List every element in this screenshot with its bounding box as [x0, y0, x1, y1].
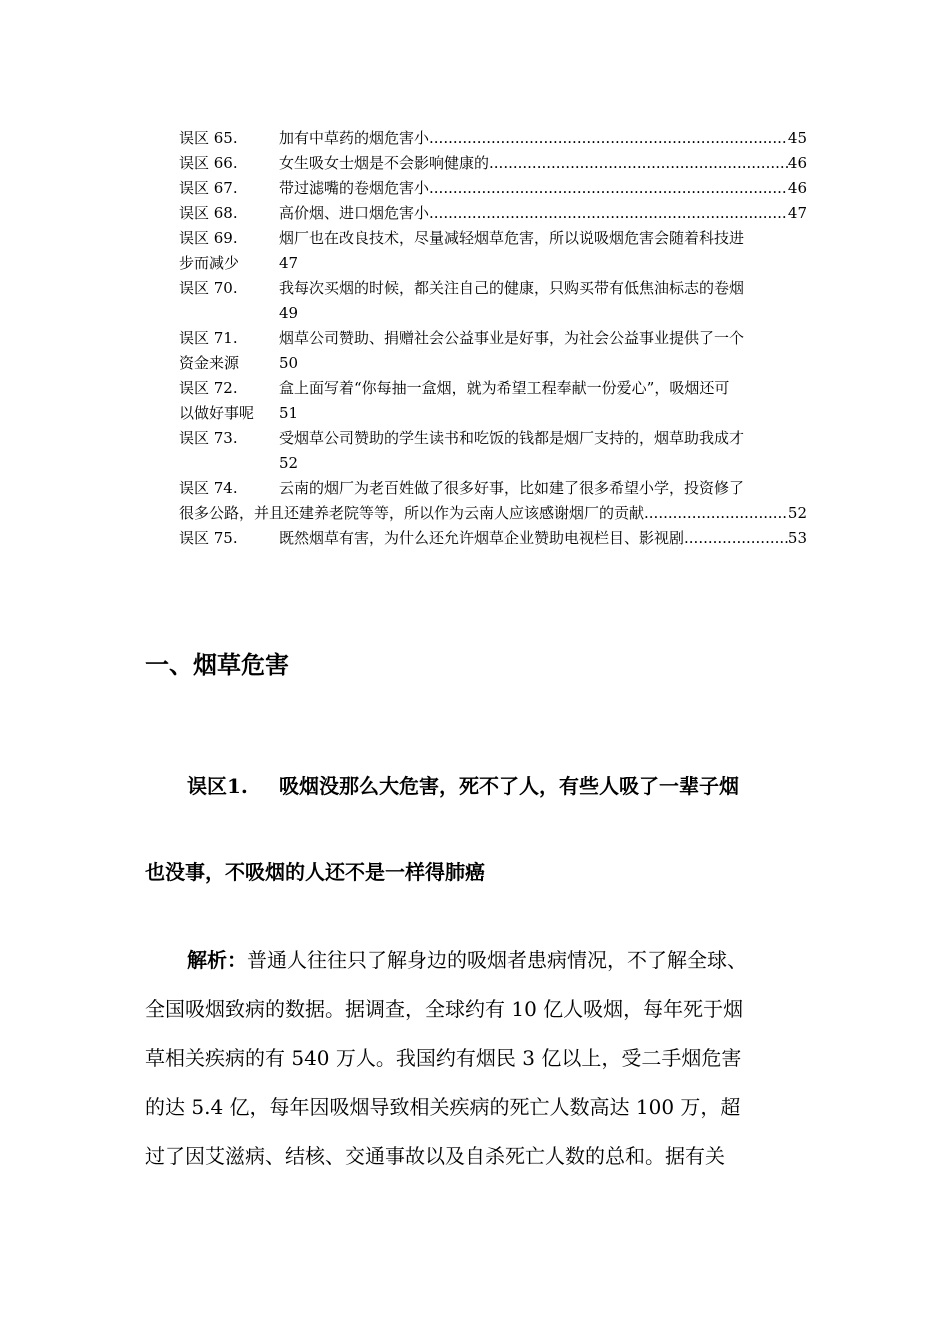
toc-entry-number: 误区 72.	[179, 379, 238, 397]
analysis-label: 解析：	[187, 948, 247, 972]
toc-entry-title: 我每次买烟的时候，都关注自己的健康，只购买带有低焦油标志的卷烟	[279, 279, 745, 297]
toc-entry-page: 47	[279, 254, 299, 272]
toc-entry-page: 53	[787, 529, 807, 547]
toc-entry-page: 46	[787, 154, 807, 172]
toc-entry-title: 带过滤嘴的卷烟危害小	[279, 179, 430, 197]
toc-entry[interactable]	[179, 476, 807, 501]
toc-leader-dots	[644, 501, 788, 526]
toc-entry-leader	[279, 126, 807, 151]
analysis-line: 全国吸烟致病的数据。据调查，全球约有 10 亿人吸烟，每年死于烟	[145, 997, 744, 1021]
analysis-line: 草相关疾病的有 540 万人。我国约有烟民 3 亿以上，受二手烟危害	[145, 1046, 742, 1070]
toc-entry-title: 高价烟、进口烟危害小	[279, 204, 430, 222]
toc-entry-title: 加有中草药的烟危害小	[279, 129, 430, 147]
toc-entry[interactable]	[179, 201, 807, 226]
toc-entry-page: 46	[787, 179, 807, 197]
toc-entry-page: 52	[279, 454, 299, 472]
toc-entry-page: 52	[787, 504, 807, 522]
toc-entry-leader	[279, 151, 807, 176]
toc-entry-leader	[279, 201, 807, 226]
toc-leader-dots	[429, 176, 788, 201]
toc-entry-page: 47	[787, 204, 807, 222]
toc-entry-number: 误区 66.	[179, 154, 238, 172]
toc-entry-continuation[interactable]	[179, 351, 807, 376]
toc-entry-continuation[interactable]	[179, 501, 807, 526]
toc-entry-title: 烟厂也在改良技术，尽量减轻烟草危害，所以说吸烟危害会随着科技进	[279, 229, 745, 247]
toc-entry-number: 误区 70.	[179, 279, 238, 297]
analysis-line: 的达 5.4 亿，每年因吸烟导致相关疾病的死亡人数高达 100 万，超	[145, 1095, 741, 1119]
myth-title-part1: 吸烟没那么大危害，死不了人，有些人吸了一辈子烟	[279, 774, 739, 798]
toc-entry-number: 误区 73.	[179, 429, 238, 447]
toc-entry-page: 49	[279, 304, 299, 322]
toc-entry-page: 50	[279, 354, 299, 372]
toc-leader-dots	[684, 526, 788, 551]
toc-entry-number: 误区 67.	[179, 179, 238, 197]
toc-entry-title: 女生吸女士烟是不会影响健康的	[279, 154, 490, 172]
analysis-line	[187, 944, 747, 973]
toc-entry[interactable]	[179, 276, 807, 301]
toc-entry-number: 误区 71.	[179, 329, 238, 347]
toc-entry-continuation[interactable]	[179, 401, 807, 426]
analysis-line: 过了因艾滋病、结核、交通事故以及自杀死亡人数的总和。据有关	[145, 1144, 725, 1168]
toc-entry[interactable]	[179, 226, 807, 251]
toc-entry-title: 既然烟草有害，为什么还允许烟草企业赞助电视栏目、影视剧	[279, 529, 685, 547]
toc-entry-continuation[interactable]	[179, 301, 807, 326]
toc-entry-number: 误区 69.	[179, 229, 238, 247]
toc-entry[interactable]	[179, 176, 807, 201]
toc-leader-dots	[429, 126, 788, 151]
myth-heading-line2: 也没事，不吸烟的人还不是一样得肺癌	[145, 860, 485, 884]
toc-entry-number: 误区 74.	[179, 479, 238, 497]
toc-entry-title: 受烟草公司赞助的学生读书和吃饭的钱都是烟厂支持的，烟草助我成才	[279, 429, 745, 447]
toc-entry[interactable]	[179, 151, 807, 176]
toc-entry-continuation[interactable]	[179, 451, 807, 476]
toc-leader-dots	[429, 201, 788, 226]
toc-entry-number: 误区 65.	[179, 129, 238, 147]
toc-entry-continuation[interactable]	[179, 251, 807, 276]
toc-entry-page: 45	[787, 129, 807, 147]
toc-entry-number: 误区 68.	[179, 204, 238, 222]
toc-entry-leader	[279, 526, 807, 551]
toc-entry-title: 云南的烟厂为老百姓做了很多好事，比如建了很多希望小学，投资修了	[279, 479, 745, 497]
toc-leader-dots	[489, 151, 788, 176]
toc-entry-page: 51	[279, 404, 299, 422]
analysis-text: 普通人往往只了解身边的吸烟者患病情况，不了解全球、	[247, 948, 747, 972]
toc-entry-title-cont: 以做好事呢	[179, 404, 255, 422]
toc-entry-title-cont: 很多公路，并且还建养老院等等，所以作为云南人应该感谢烟厂的贡献	[179, 504, 645, 522]
toc-entry-title-cont: 资金来源	[179, 354, 240, 372]
toc-entry[interactable]	[179, 326, 807, 351]
toc-entry-title: 烟草公司赞助、捐赠社会公益事业是好事，为社会公益事业提供了一个	[279, 329, 745, 347]
toc-entry[interactable]	[179, 526, 807, 551]
toc-entry-title-cont: 步而减少	[179, 254, 240, 272]
table-of-contents	[179, 126, 807, 551]
myth-heading-line1	[187, 770, 739, 799]
toc-entry[interactable]	[179, 126, 807, 151]
myth-label: 误区1.	[187, 774, 248, 798]
toc-entry-leader	[279, 176, 807, 201]
section-heading: 一、烟草危害	[145, 650, 289, 679]
toc-entry-number: 误区 75.	[179, 529, 238, 547]
toc-entry[interactable]	[179, 426, 807, 451]
toc-entry[interactable]	[179, 376, 807, 401]
toc-entry-title: 盒上面写着“你每抽一盒烟，就为希望工程奉献一份爱心”，吸烟还可	[279, 379, 730, 397]
toc-entry-leader	[179, 501, 807, 526]
